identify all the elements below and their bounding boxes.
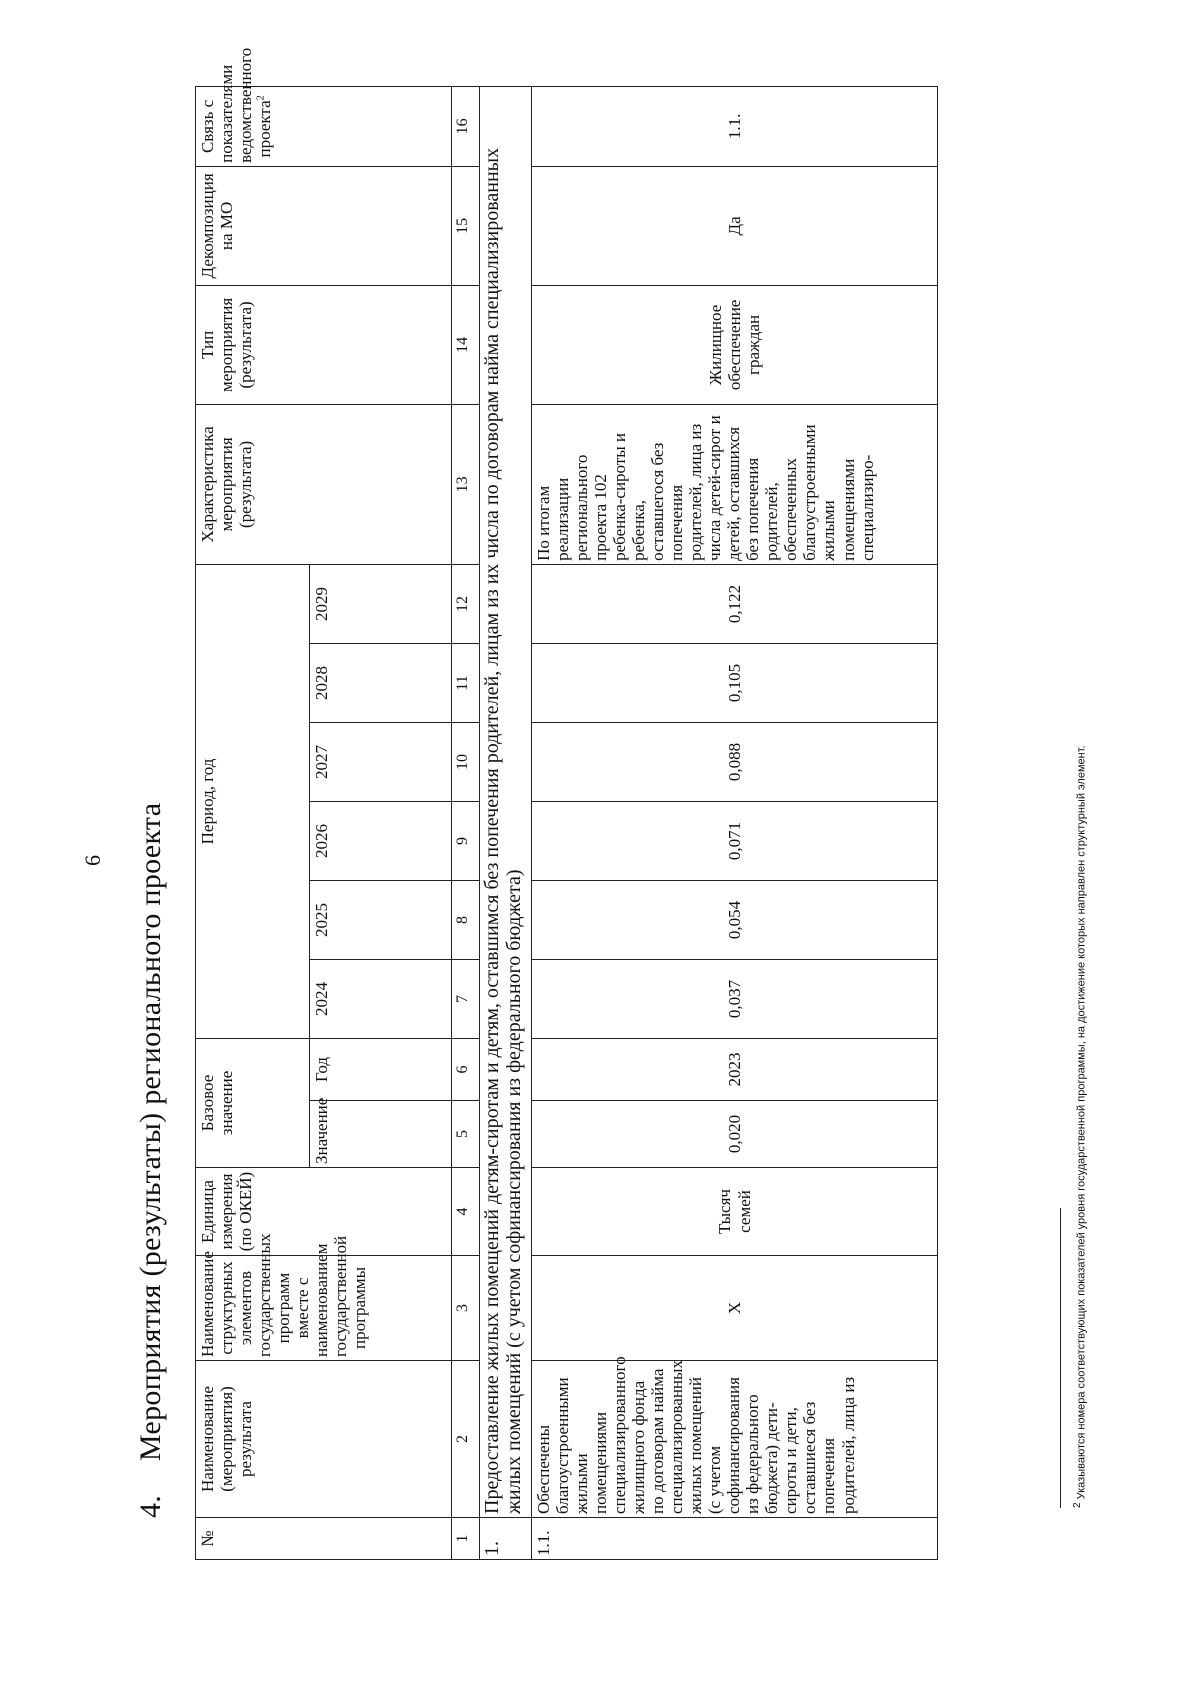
colnum-3: 3 (452, 1256, 480, 1361)
header-year-2029: 2029 (310, 564, 452, 643)
colnum-7: 7 (452, 959, 480, 1038)
row-value-2025: 0,054 (532, 880, 938, 959)
heading-number: 4. (134, 1494, 167, 1518)
heading-title: Мероприятия (результаты) регионального проекта (134, 802, 167, 1462)
colnum-6: 6 (452, 1038, 480, 1100)
header-link-sup: 2 (255, 95, 267, 101)
row-struct: X (532, 1256, 938, 1361)
footnote-sup: 2 (1072, 1502, 1083, 1508)
row-decomp: Да (532, 166, 938, 285)
section-title: Предоставление жилых помещений детям-сиротам и детям, оставшимся без попечения родителей, лицам из их числа по договорам найма специализированных жилых помещений (с учетом софинансирования из федерального бюджета) (480, 86, 532, 1517)
header-type: Тип мероприятия (результата) (196, 285, 452, 404)
colnum-15: 15 (452, 166, 480, 285)
colnum-5: 5 (452, 1101, 480, 1168)
header-link (196, 47, 452, 166)
colnum-2: 2 (452, 1361, 480, 1518)
colnum-8: 8 (452, 880, 480, 959)
row-value-2027: 0,088 (532, 722, 938, 801)
colnum-16: 16 (452, 86, 480, 166)
header-period: Период, год (196, 564, 310, 1038)
footnote-text: Указываются номера соответствующих показателей уровня государственной программы, на достижение которых направлен структурный элемент. (1075, 745, 1088, 1500)
colnum-12: 12 (452, 564, 480, 643)
header-base: Базовое значение (196, 1038, 310, 1167)
row-value-2029: 0,122 (532, 564, 938, 643)
row-name: Обеспечены благоустроенными жилыми помещениями специализированного жилищного фонда по договорам найма специализированных жилых помещений (с учетом софинансирования из федерального бюджета) дети-сироты и дети, оставшиеся без попечения родителей, лица из (532, 1361, 938, 1518)
colnum-14: 14 (452, 285, 480, 404)
row-number: 1.1. (532, 1518, 938, 1560)
row-base-year: 2023 (532, 1038, 938, 1100)
colnum-10: 10 (452, 722, 480, 801)
row-value-2026: 0,071 (532, 801, 938, 880)
header-base-value: Значение (310, 1101, 452, 1168)
header-struct: Наименование структурных элементов государственных программ вместе с наименованием государственной программы (196, 1256, 452, 1361)
colnum-9: 9 (452, 801, 480, 880)
header-year-2026: 2026 (310, 801, 452, 880)
header-base-year: Год (310, 1038, 452, 1100)
colnum-11: 11 (452, 643, 480, 722)
header-unit: Единица измерения (по ОКЕЙ) (196, 1168, 452, 1256)
row-type: Жилищное обеспечение граждан (532, 285, 938, 404)
colnum-4: 4 (452, 1168, 480, 1256)
row-unit: Тысяч семей (532, 1168, 938, 1256)
section-heading (134, 803, 168, 1518)
row-value-2028: 0,105 (532, 643, 938, 722)
header-characteristic: Характеристика мероприятия (результата) (196, 404, 452, 564)
header-year-2027: 2027 (310, 722, 452, 801)
header-link-text: Связь с показателями ведомственного проекта (198, 47, 275, 163)
footnote (1072, 745, 1088, 1508)
header-year-2028: 2028 (310, 643, 452, 722)
row-base-value: 0,020 (532, 1101, 938, 1168)
header-year-2025: 2025 (310, 880, 452, 959)
row-link: 1.1. (532, 86, 938, 166)
header-year-2024: 2024 (310, 959, 452, 1038)
results-table (195, 47, 938, 1560)
row-value-2024: 0,037 (532, 959, 938, 1038)
row-characteristic: По итогам реализации регионального проекта 102 ребенка-сироты и ребенка, оставшегося без попечения родителей, лица из числа детей-сирот и детей, оставшихся без попечения родителей, обеспеченных благоустроенными жилыми помещениями специализиро- (532, 404, 938, 564)
header-num: № (196, 1518, 452, 1560)
colnum-13: 13 (452, 404, 480, 564)
page-number: 6 (80, 855, 105, 866)
colnum-1: 1 (452, 1518, 480, 1560)
header-decomp: Декомпозиция на МО (196, 166, 452, 285)
footnote-divider (1060, 1208, 1061, 1508)
header-name: Наименование (мероприятия) результата (196, 1361, 452, 1518)
section-number: 1. (480, 1518, 532, 1560)
